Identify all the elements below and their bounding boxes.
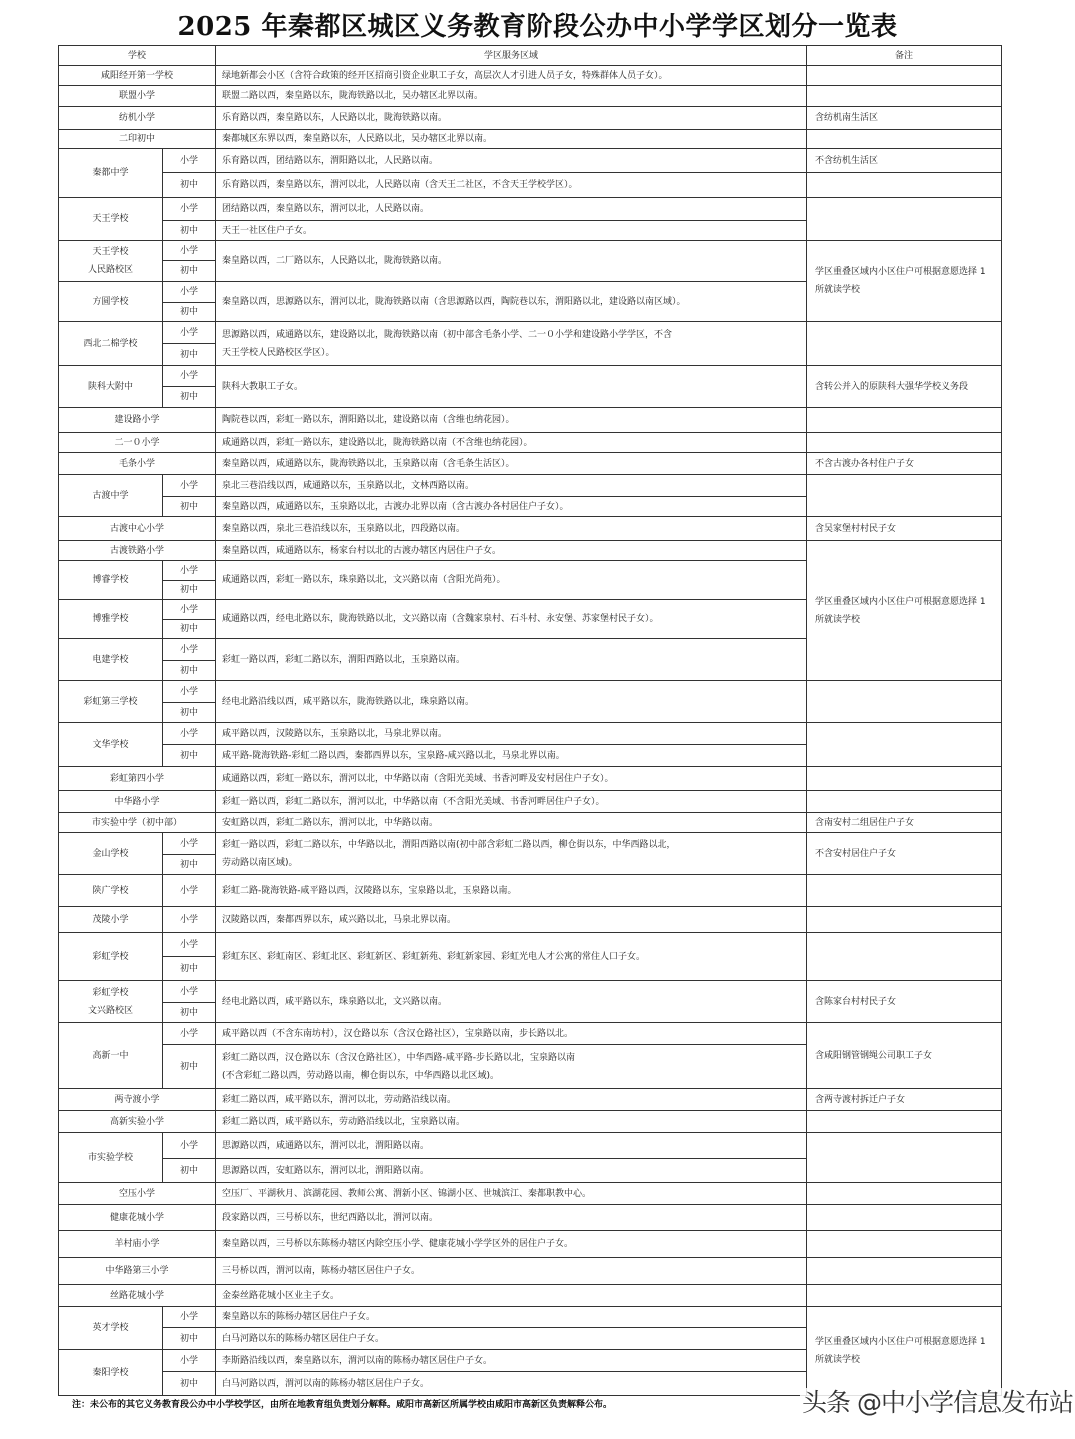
note-cell xyxy=(807,86,1002,107)
school-level: 小学 xyxy=(163,1350,216,1372)
school-name: 古渡中心小学 xyxy=(59,517,216,541)
school-name: 英才学校 xyxy=(59,1307,163,1350)
note-cell: 含吴家堡村村民子女 xyxy=(807,517,1002,541)
service-area: 秦皇路以西，咸通路以东，陇海铁路以北，玉泉路以南（含毛条生活区）。 xyxy=(216,453,807,475)
school-level: 初中 xyxy=(163,581,216,600)
table-row xyxy=(59,453,1002,475)
note-cell xyxy=(807,1205,1002,1231)
school-name: 博睿学校 xyxy=(59,561,163,600)
school-level: 初中 xyxy=(163,745,216,767)
table-row xyxy=(59,149,1002,173)
school-level: 初中 xyxy=(163,344,216,366)
school-level: 初中 xyxy=(163,261,216,282)
table-row xyxy=(59,1205,1002,1231)
school-level: 小学 xyxy=(163,1133,216,1159)
service-area: 乐育路以西，秦皇路以东，渭河以北，人民路以南（含天王二社区，不含天王学校学区）。 xyxy=(216,173,807,198)
note-cell xyxy=(807,1258,1002,1285)
service-area: 秦皇路以西，咸通路以东，杨家台村以北的古渡办辖区内居住户子女。 xyxy=(216,541,807,561)
note-cell: 学区重叠区域内小区住户可根据意愿选择 1 所就读学校 xyxy=(807,1307,1002,1396)
note-cell xyxy=(807,433,1002,453)
school-level: 初中 xyxy=(163,620,216,639)
school-name: 两寺渡小学 xyxy=(59,1089,216,1111)
school-name: 中华路小学 xyxy=(59,791,216,813)
header-school: 学校 xyxy=(59,46,216,66)
service-area: 咸通路以西，经电北路以东，陇海铁路以北，文兴路以南（含魏家泉村、石斗村、永安堡、苏家堡村民子女）。 xyxy=(216,600,807,639)
service-area: 陶院巷以西，彩虹一路以东，渭阳路以北，建设路以南（含维也纳花园）。 xyxy=(216,408,807,433)
school-district-table xyxy=(58,45,1002,1396)
table-row xyxy=(59,791,1002,813)
school-level: 初中 xyxy=(163,957,216,981)
service-area: 段家路以西，三号桥以东，世纪西路以北，渭河以南。 xyxy=(216,1205,807,1231)
school-level: 小学 xyxy=(163,600,216,620)
school-name: 古渡中学 xyxy=(59,475,163,517)
table-row xyxy=(59,767,1002,791)
school-name: 方圆学校 xyxy=(59,282,163,322)
page-title: 2025 年秦都区城区义务教育阶段公办中小学学区划分一览表 xyxy=(177,12,898,42)
school-level: 初中 xyxy=(163,1003,216,1023)
table-row xyxy=(59,322,1002,344)
table-row xyxy=(59,1183,1002,1205)
note-cell xyxy=(807,681,1002,723)
watermark: 头条 @中小学信息发布站 xyxy=(802,1388,1073,1417)
school-level: 初中 xyxy=(163,703,216,723)
school-level: 小学 xyxy=(163,723,216,745)
service-area: 彩虹二路以西，咸平路以东，渭河以北，劳动路沿线以南。 xyxy=(216,1089,807,1111)
school-name: 健康花城小学 xyxy=(59,1205,216,1231)
school-level: 小学 xyxy=(163,875,216,907)
service-area: 白马河路以西，渭河以南的陈杨办辖区居住户子女。 xyxy=(216,1372,807,1396)
note-cell xyxy=(807,198,1002,241)
table-row xyxy=(59,723,1002,745)
school-name: 天王学校 xyxy=(59,198,163,241)
school-name: 联盟小学 xyxy=(59,86,216,107)
note-cell: 含转公并入的原陕科大强华学校义务段 xyxy=(807,366,1002,408)
school-level: 小学 xyxy=(163,639,216,661)
footnote: 注：未公布的其它义务教育段公办中小学校学区，由所在地教育组负责划分解释。咸阳市高新区所属学校由咸阳市高新区负责解释公布。 xyxy=(72,1400,613,1410)
service-area: 乐育路以西，秦皇路以东，人民路以北，陇海铁路以南。 xyxy=(216,107,807,130)
table-row xyxy=(59,1231,1002,1258)
school-name: 彩虹学校 文兴路校区 xyxy=(59,981,163,1023)
school-name: 市实验中学（初中部） xyxy=(59,813,216,833)
school-name: 中华路第三小学 xyxy=(59,1258,216,1285)
service-area: 天王一社区住户子女。 xyxy=(216,221,807,241)
school-level: 初中 xyxy=(163,661,216,681)
school-level: 小学 xyxy=(163,366,216,387)
service-area: 思源路以西，咸通路以东，建设路以北，陇海铁路以南（初中部含毛条小学、二一０小学和建设路小学学区，不含 天王学校人民路校区学区）。 xyxy=(216,322,807,366)
table-row xyxy=(59,86,1002,107)
service-area: 彩虹一路以西，彩虹二路以东，渭河以北，中华路以南（不含阳光美域、书香河畔居住户子女）。 xyxy=(216,791,807,813)
note-cell: 学区重叠区域内小区住户可根据意愿选择 1 所就读学校 xyxy=(807,241,1002,322)
service-area: 白马河路以东的陈杨办辖区居住户子女。 xyxy=(216,1328,807,1350)
header-note: 备注 xyxy=(807,46,1002,66)
school-level: 小学 xyxy=(163,475,216,497)
service-area: 安虹路以西，彩虹二路以东，渭河以北，中华路以南。 xyxy=(216,813,807,833)
table-row xyxy=(59,813,1002,833)
school-name: 二印初中 xyxy=(59,130,216,149)
table-row xyxy=(59,1285,1002,1307)
note-cell xyxy=(807,130,1002,149)
service-area: 秦皇路以西，思源路以东，渭河以北，陇海铁路以南（含思源路以西，陶院巷以东，渭阳路以北，建设路以南区域）。 xyxy=(216,282,807,322)
service-area: 泉北三巷沿线以西，咸通路以东，玉泉路以北，文林西路以南。 xyxy=(216,475,807,497)
table-row xyxy=(59,1307,1002,1328)
school-level: 小学 xyxy=(163,907,216,933)
table-row xyxy=(59,241,1002,261)
school-level: 小学 xyxy=(163,282,216,303)
table-row xyxy=(59,433,1002,453)
table-row xyxy=(59,130,1002,149)
note-cell: 含两寺渡村拆迁户子女 xyxy=(807,1089,1002,1111)
school-name: 高新一中 xyxy=(59,1023,163,1089)
service-area: 彩虹一路以西，彩虹二路以东，渭阳西路以北，玉泉路以南。 xyxy=(216,639,807,681)
note-cell: 不含古渡办各村住户子女 xyxy=(807,453,1002,475)
school-level: 小学 xyxy=(163,149,216,173)
school-level: 初中 xyxy=(163,1372,216,1396)
service-area: 汉陵路以西，秦都西界以东，咸兴路以北，马泉北界以南。 xyxy=(216,907,807,933)
service-area: 绿地新都会小区（含符合政策的经开区招商引资企业职工子女，高层次人才引进人员子女，特殊群体人员子女）。 xyxy=(216,66,807,86)
school-name: 天王学校 人民路校区 xyxy=(59,241,163,282)
note-cell: 学区重叠区域内小区住户可根据意愿选择 1 所就读学校 xyxy=(807,541,1002,681)
table-row xyxy=(59,933,1002,957)
school-level: 初中 xyxy=(163,497,216,517)
school-level: 小学 xyxy=(163,322,216,344)
school-name: 空压小学 xyxy=(59,1183,216,1205)
school-level: 初中 xyxy=(163,1045,216,1089)
school-name: 电建学校 xyxy=(59,639,163,681)
school-level: 初中 xyxy=(163,387,216,408)
service-area: 陕科大教职工子女。 xyxy=(216,366,807,408)
school-name: 彩虹第三学校 xyxy=(59,681,163,723)
table-row xyxy=(59,408,1002,433)
school-name: 丝路花城小学 xyxy=(59,1285,216,1307)
school-name: 建设路小学 xyxy=(59,408,216,433)
note-cell: 含纺机南生活区 xyxy=(807,107,1002,130)
service-area: 咸通路以西，彩虹一路以东，建设路以北，陇海铁路以南（不含维也纳花园）。 xyxy=(216,433,807,453)
service-area: 秦皇路以西，三号桥以东陈杨办辖区内除空压小学、健康花城小学学区外的居住户子女。 xyxy=(216,1231,807,1258)
table-row xyxy=(59,173,1002,198)
table-row xyxy=(59,198,1002,221)
school-name: 陕科大附中 xyxy=(59,366,163,408)
note-cell: 不含纺机生活区 xyxy=(807,149,1002,173)
table-row xyxy=(59,833,1002,855)
table-row xyxy=(59,541,1002,561)
service-area: 乐育路以西，团结路以东，渭阳路以北，人民路以南。 xyxy=(216,149,807,173)
school-name: 陕广学校 xyxy=(59,875,163,907)
table-row xyxy=(59,475,1002,497)
service-area: 思源路以西，安虹路以东，渭河以北，渭阳路以南。 xyxy=(216,1159,807,1183)
table-row xyxy=(59,681,1002,703)
school-level: 小学 xyxy=(163,933,216,957)
service-area: 三号桥以西，渭河以南，陈杨办辖区居住户子女。 xyxy=(216,1258,807,1285)
service-area: 咸平路-陇海铁路-彩虹二路以西，秦都西界以东，宝泉路-咸兴路以北，马泉北界以南。 xyxy=(216,745,807,767)
note-cell xyxy=(807,767,1002,791)
service-area: 空压厂、平湖秋月、滨湖花园、教师公寓、渭新小区、锦湖小区、世城滨江、秦都职教中心。 xyxy=(216,1183,807,1205)
service-area: 秦皇路以西，咸通路以东，玉泉路以北，古渡办北界以南（含古渡办各村居住户子女）。 xyxy=(216,497,807,517)
note-cell: 含陈家台村村民子女 xyxy=(807,981,1002,1023)
table-row xyxy=(59,1023,1002,1045)
table-row xyxy=(59,66,1002,86)
service-area: 团结路以西，秦皇路以东，渭河以北，人民路以南。 xyxy=(216,198,807,221)
service-area: 彩虹东区、彩虹南区、彩虹北区、彩虹新区、彩虹新苑、彩虹新家园、彩虹光电人才公寓的常住人口子女。 xyxy=(216,933,807,981)
note-cell xyxy=(807,322,1002,366)
school-name: 茂陵小学 xyxy=(59,907,163,933)
school-level: 小学 xyxy=(163,1023,216,1045)
service-area: 咸平路以西（不含东南坊村），汉仓路以东（含汉仓路社区），宝泉路以南，步长路以北。 xyxy=(216,1023,807,1045)
header-area: 学区服务区域 xyxy=(216,46,807,66)
service-area: 思源路以西，咸通路以东，渭河以北，渭阳路以南。 xyxy=(216,1133,807,1159)
note-cell xyxy=(807,1285,1002,1307)
table-row xyxy=(59,1111,1002,1133)
table-row xyxy=(59,875,1002,907)
table-row xyxy=(59,907,1002,933)
service-area: 咸平路以西，汉陵路以东，玉泉路以北，马泉北界以南。 xyxy=(216,723,807,745)
table-row xyxy=(59,517,1002,541)
school-name: 西北二棉学校 xyxy=(59,322,163,366)
note-cell xyxy=(807,408,1002,433)
school-level: 初中 xyxy=(163,221,216,241)
note-cell xyxy=(807,907,1002,933)
note-cell: 含咸阳钢管钢绳公司职工子女 xyxy=(807,1023,1002,1089)
school-name: 羊村庙小学 xyxy=(59,1231,216,1258)
school-name: 彩虹学校 xyxy=(59,933,163,981)
school-name: 古渡铁路小学 xyxy=(59,541,216,561)
school-level: 小学 xyxy=(163,561,216,581)
school-level: 小学 xyxy=(163,198,216,221)
school-name: 纺机小学 xyxy=(59,107,216,130)
school-name: 彩虹第四小学 xyxy=(59,767,216,791)
service-area: 金泰丝路花城小区业主子女。 xyxy=(216,1285,807,1307)
note-cell xyxy=(807,1133,1002,1183)
table-row xyxy=(59,1258,1002,1285)
school-name: 金山学校 xyxy=(59,833,163,875)
school-name: 文华学校 xyxy=(59,723,163,767)
note-cell xyxy=(807,1231,1002,1258)
note-cell xyxy=(807,723,1002,767)
table-row xyxy=(59,366,1002,387)
table-row xyxy=(59,1133,1002,1159)
service-area: 彩虹二路-陇海铁路-咸平路以西，汉陵路以东，宝泉路以北，玉泉路以南。 xyxy=(216,875,807,907)
note-cell xyxy=(807,1111,1002,1133)
school-level: 初中 xyxy=(163,855,216,875)
school-level: 小学 xyxy=(163,1307,216,1328)
school-name: 二一０小学 xyxy=(59,433,216,453)
school-name: 秦阳学校 xyxy=(59,1350,163,1396)
table-row xyxy=(59,107,1002,130)
service-area: 秦皇路以西，泉北三巷沿线以东，玉泉路以北，四段路以南。 xyxy=(216,517,807,541)
service-area: 李斯路沿线以西，秦皇路以东，渭河以南的陈杨办辖区居住户子女。 xyxy=(216,1350,807,1372)
school-level: 初中 xyxy=(163,1328,216,1350)
note-cell xyxy=(807,875,1002,907)
school-level: 初中 xyxy=(163,173,216,198)
school-level: 初中 xyxy=(163,1159,216,1183)
school-level: 小学 xyxy=(163,981,216,1003)
school-name: 博雅学校 xyxy=(59,600,163,639)
school-level: 初中 xyxy=(163,303,216,322)
school-level: 小学 xyxy=(163,681,216,703)
service-area: 秦皇路以东的陈杨办辖区居住户子女。 xyxy=(216,1307,807,1328)
service-area: 彩虹二路以西，汉仓路以东（含汉仓路社区），中华西路-咸平路-步长路以北，宝泉路以南 (不含彩虹二路以西，劳动路以南，柳仓街以东，中华西路以北区域)。 xyxy=(216,1045,807,1089)
note-cell: 不含安村居住户子女 xyxy=(807,833,1002,875)
service-area: 彩虹二路以西，咸平路以东，劳动路沿线以北，宝泉路以南。 xyxy=(216,1111,807,1133)
service-area: 经电北路以西，咸平路以东，珠泉路以北，文兴路以南。 xyxy=(216,981,807,1023)
school-level: 小学 xyxy=(163,241,216,261)
note-cell xyxy=(807,66,1002,86)
school-name: 秦都中学 xyxy=(59,149,163,198)
school-name: 咸阳经开第一学校 xyxy=(59,66,216,86)
note-cell: 含南安村二组居住户子女 xyxy=(807,813,1002,833)
table-row xyxy=(59,1089,1002,1111)
service-area: 咸通路以西，彩虹一路以东，珠泉路以北，文兴路以南（含阳光尚苑）。 xyxy=(216,561,807,600)
service-area: 联盟二路以西，秦皇路以东，陇海铁路以北，吴办辖区北界以南。 xyxy=(216,86,807,107)
table-header-row xyxy=(59,46,1002,66)
school-level: 小学 xyxy=(163,833,216,855)
service-area: 秦皇路以西，二厂路以东，人民路以北，陇海铁路以南。 xyxy=(216,241,807,282)
school-name: 高新实验小学 xyxy=(59,1111,216,1133)
service-area: 经电北路沿线以西，咸平路以东，陇海铁路以北，珠泉路以南。 xyxy=(216,681,807,723)
service-area: 彩虹一路以西，彩虹二路以东，中华路以北，渭阳西路以南(初中部含彩虹二路以西，柳仓街以东，中华西路以北， 劳动路以南区域)。 xyxy=(216,833,807,875)
note-cell xyxy=(807,173,1002,198)
service-area: 咸通路以西，彩虹一路以东，渭河以北，中华路以南（含阳光美域、书香河畔及安村居住户子女）。 xyxy=(216,767,807,791)
table-row xyxy=(59,981,1002,1003)
note-cell xyxy=(807,933,1002,981)
note-cell xyxy=(807,791,1002,813)
service-area: 秦都城区东界以西，秦皇路以东，人民路以北，吴办辖区北界以南。 xyxy=(216,130,807,149)
school-name: 市实验学校 xyxy=(59,1133,163,1183)
note-cell xyxy=(807,475,1002,517)
note-cell xyxy=(807,1183,1002,1205)
school-name: 毛条小学 xyxy=(59,453,216,475)
